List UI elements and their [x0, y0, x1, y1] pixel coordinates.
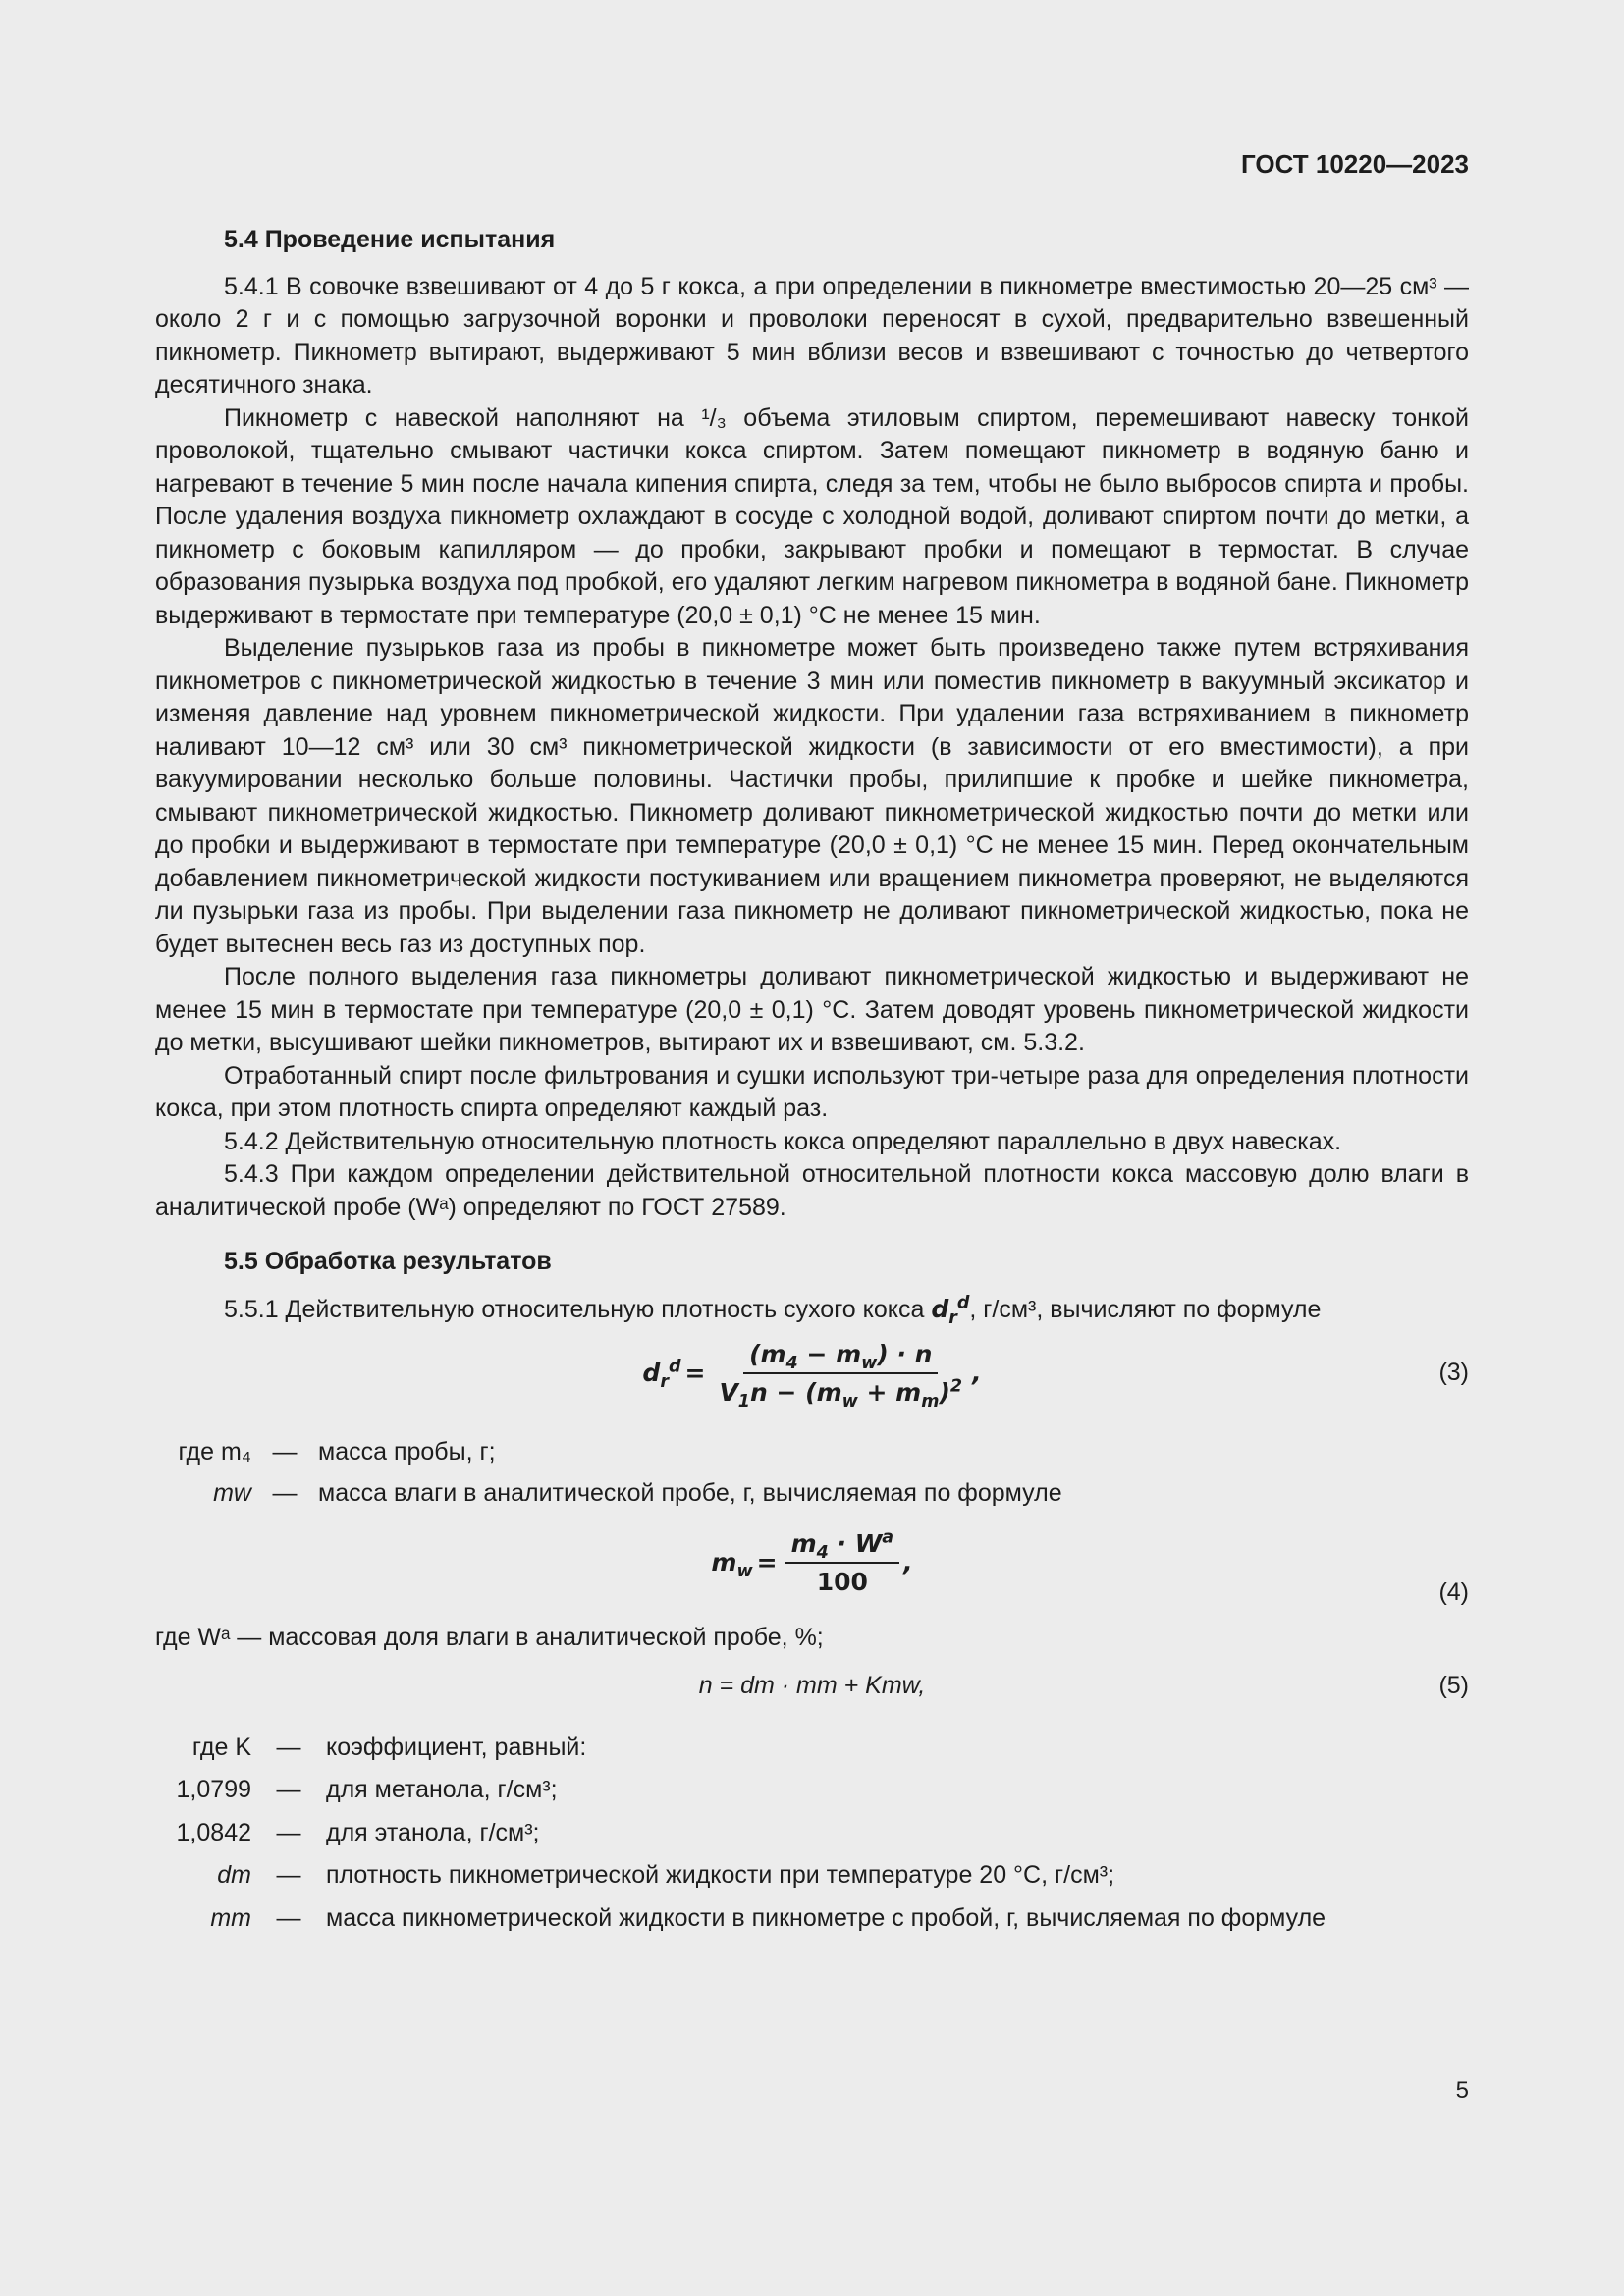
paragraph-gas-removal: Выделение пузырьков газа из пробы в пикнометре может быть произведено также путем встряхивания пикнометров с пикнометрической жидкостью в течение 3 мин или поместив пикнометр в вакуумный эксикатор и изменяя давление над уровнем пикнометрической жидкости. При удалении газа встряхиванием в пикнометр наливают 10—12 см³ или 30 см³ пикнометрической жидкости (в зависимости от его вместимости), а при вакуумировании несколько больше половины. Частички пробы, прилипшие к пробке и шейке пикнометра, смывают пикнометрической жидкостью. Пикнометр доливают пикнометрической жидкостью почти до метки или до пробки и выдерживают в термостате при температуре (20,0 ± 0,1) °С не менее 15 мин. Перед окончательным добавлением пикнометрической жидкости постукиванием или вращением пикнометра проверяют, не выделяются ли пузырьки газа из пробы. При выделении газа пикнометр не доливают пикнометрической жидкостью, пока не будет вытеснен весь газ из доступных пор. [155, 634, 1469, 958]
paragraph-5-5-1 [155, 1293, 1469, 1327]
paragraph-5-4-3: 5.4.3 При каждом определении действительной относительной плотности кокса массовую долю влаги в аналитической пробе (Wᵃ) определяют по ГОСТ 27589. [155, 1160, 1469, 1221]
formula-4-row [155, 1523, 1469, 1618]
paragraph-spent-alcohol: Отработанный спирт после фильтрования и сушки используют три-четыре раза для определения плотности кокса, при этом плотность спирта определяют каждый раз. [155, 1061, 1469, 1122]
page-content [155, 224, 1469, 1935]
paragraph-5-5-1-end: , г/см³, вычисляют по формуле [969, 1295, 1322, 1323]
where-wa: где Wᵃ — массовая доля влаги в аналитической пробе, %; [155, 1624, 824, 1651]
formula-4: $m_w$ = $\frac{m_4 \cdot W^a}{100}$ , [711, 1527, 913, 1596]
paragraph-after-gas: После полного выделения газа пикнометры доливают пикнометрической жидкостью и выдерживают не менее 15 мин в термостате при температуре (20,0 ± 0,1) °С. Затем доводят уровень пикнометрической жидкости до метки, высушивают шейки пикнометров, вытирают их и взвешивают, см. 5.3.2. [155, 963, 1469, 1056]
paragraph-pycnometer-filling: Пикнометр с навеской наполняют на ¹/₃ объема этиловым спиртом, перемешивают навеску тонкой проволокой, тщательно смывают частички кокса спиртом. Затем помещают пикнометр в водяную баню и нагревают в течение 5 мин после начала кипения спирта, следя за тем, чтобы не было выбросов спирта и пробы. После удаления воздуха пикнометр охлаждают в сосуде с холодной водой, доливают спиртом почти до метки, а пикнометр с боковым капилляром — до пробки, закрывают пробки и помещают в термостат. В случае образования пузырька воздуха под пробкой, его удаляют легким нагревом пикнометра в водяной бане. Пикнометр выдерживают в термостате при температуре (20,0 ± 0,1) °С не менее 15 мин. [155, 403, 1469, 629]
section-heading-5-5: 5.5 Обработка результатов [224, 1248, 552, 1275]
document-code: ГОСТ 10220—2023 [1241, 149, 1469, 179]
def-desc-methanol: для метанола, г/см³; [326, 1776, 558, 1803]
page-number: 5 [1455, 2077, 1469, 2104]
equation-number-5: (5) [1438, 1671, 1469, 1699]
paragraph-5-4-1: 5.4.1 В совочке взвешивают от 4 до 5 г кокса, а при определении в пикнометре вместимостью 20—25 см³ — около 2 г и с помощью загрузочной воронки и проволоки переносят в сухой, предварительно взвешенный пикнометр. Пикнометр вытирают, выдерживают 5 мин вблизи весов и взвешивают с точностью до четвертого десятичного знака. [155, 272, 1469, 399]
paragraph-5-5-1-start: 5.5.1 Действительную относительную плотность сухого кокса [224, 1295, 925, 1323]
formula-5: n = dm · mm + Kmw, [698, 1671, 926, 1699]
def-term-m4: где m₄ [178, 1438, 251, 1466]
paragraph-5-4-2: 5.4.2 Действительную относительную плотность кокса определяют параллельно в двух навесках. [224, 1127, 1342, 1155]
def-term-methanol: 1,0799 [176, 1776, 251, 1803]
equation-number-4: (4) [1438, 1578, 1469, 1606]
def-term-mw: mw [213, 1478, 251, 1507]
def-desc-mw: масса влаги в аналитической пробе, г, вычисляемая по формуле [318, 1478, 1062, 1507]
def-term-mm: mm [210, 1903, 251, 1932]
def-desc-k: коэффициент, равный: [326, 1733, 587, 1761]
def-term-k: где K [191, 1733, 251, 1761]
formula-3: $d_r^d$ = $\frac{(m_4 - m_w) \cdot n}{V_1n - (m_w + m_m)^2}$ , [642, 1339, 982, 1412]
formula-5-row [155, 1667, 1469, 1716]
def-desc-m4: масса пробы, г; [318, 1438, 496, 1466]
equation-number-3: (3) [1438, 1359, 1469, 1386]
symbol-drd: $d_r^d$ [931, 1293, 970, 1328]
definitions-list-2: где K — коэффициент, равный: 1,0799 — для метанола, г/см³; 1,0842 — для этанола, г/см³; dm — плотность пикнометрической жидкости при температуре 20 °С, г/см³; mm — масса пикнометрической жидкости в пикнометре с пробой, г, вычисляемая по формуле [155, 1732, 1469, 1936]
def-desc-mm: масса пикнометрической жидкости в пикнометре с пробой, г, вычисляемая по формуле [326, 1903, 1326, 1932]
definitions-list-1: где m₄ — масса пробы, г; mw — масса влаги в аналитической пробе, г, вычисляемая по формуле [155, 1436, 1469, 1510]
def-desc-ethanol: для этанола, г/см³; [326, 1818, 540, 1846]
section-heading-5-4: 5.4 Проведение испытания [224, 226, 556, 253]
formula-3-row [155, 1332, 1469, 1415]
def-term-dm: dm [217, 1861, 251, 1889]
def-term-ethanol: 1,0842 [176, 1818, 251, 1846]
def-desc-dm: плотность пикнометрической жидкости при температуре 20 °С, г/см³; [326, 1861, 1115, 1889]
